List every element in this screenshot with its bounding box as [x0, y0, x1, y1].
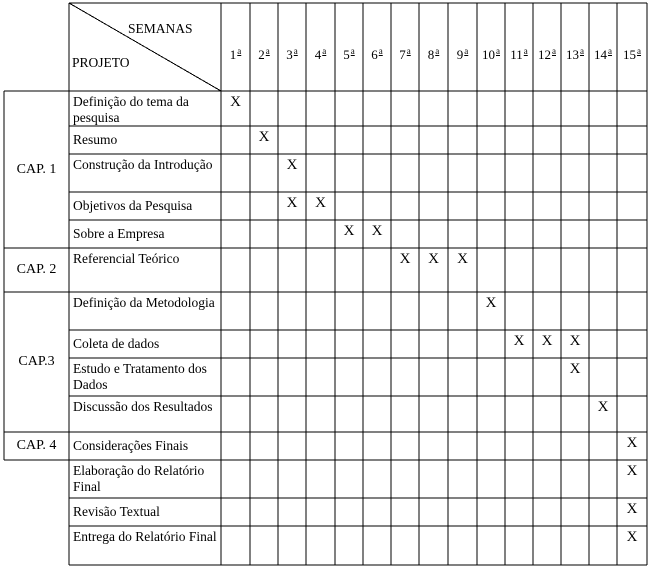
activity-label: Revisão Textual [73, 504, 160, 519]
week-number: 13 [566, 47, 579, 62]
activity-label: Construção da Introdução [73, 157, 213, 172]
week-number: 15 [623, 47, 636, 62]
activity-label: Discussão dos Resultados [73, 399, 213, 414]
week-header-14 [589, 3, 617, 91]
week-number: 4 [314, 47, 322, 62]
week-header-15 [617, 3, 647, 91]
week-mark-x: X [371, 223, 383, 239]
week-ordinal-suffix: a [237, 46, 242, 56]
week-mark-x: X [258, 129, 270, 145]
week-header-1 [221, 3, 250, 91]
week-header-6 [363, 3, 391, 91]
week-mark-x: X [569, 361, 581, 377]
week-number: 2 [258, 47, 265, 62]
week-ordinal-suffix: a [580, 46, 584, 56]
week-number: 14 [594, 47, 607, 62]
week-ordinal-suffix: a [435, 46, 440, 56]
week-header-3 [278, 3, 306, 91]
activity-label: Sobre a Empresa [73, 226, 165, 241]
week-header-11 [505, 3, 533, 91]
week-number: 12 [538, 47, 551, 62]
week-mark-x: X [626, 529, 638, 545]
week-number: 6 [371, 47, 378, 62]
week-ordinal-suffix: a [523, 46, 528, 56]
week-mark-x: X [230, 94, 241, 110]
week-ordinal-suffix: a [496, 46, 500, 56]
weeks-header-label: SEMANAS [128, 21, 193, 36]
chapter-label: CAP.3 [18, 354, 55, 369]
week-header-10 [477, 3, 505, 91]
week-number: 7 [399, 47, 406, 62]
week-ordinal-suffix: a [552, 46, 556, 56]
activity-label: Resumo [73, 132, 118, 147]
week-header-8 [419, 3, 448, 91]
week-ordinal-suffix: a [464, 46, 469, 56]
week-ordinal-suffix: a [608, 46, 612, 56]
activity-label: Coleta de dados [73, 336, 160, 351]
week-number: 1 [229, 47, 237, 62]
week-ordinal-suffix: a [322, 46, 327, 56]
activity-label: Definição do tema da pesquisa [73, 94, 189, 125]
week-number: 5 [343, 47, 350, 62]
week-header-9 [448, 3, 477, 91]
week-ordinal-suffix: a [378, 46, 383, 56]
activity-label: Objetivos da Pesquisa [73, 198, 193, 213]
project-header-label: PROJETO [72, 55, 130, 70]
week-header-13 [561, 3, 589, 91]
week-ordinal-suffix: a [406, 46, 411, 56]
week-mark-x: X [286, 195, 298, 211]
activity-label: Considerações Finais [73, 438, 189, 453]
week-mark-x: X [626, 463, 638, 479]
activity-label: Entrega do Relatório Final [73, 529, 217, 544]
week-mark-x: X [343, 223, 355, 239]
week-mark-x: X [597, 399, 609, 415]
week-ordinal-suffix: a [293, 46, 298, 56]
week-number: 11 [510, 47, 523, 62]
chapter-label: CAP. 2 [16, 262, 57, 277]
week-mark-x: X [428, 251, 439, 267]
activity-label: Estudo e Tratamento dos Dados [73, 361, 207, 392]
week-header-5 [335, 3, 363, 91]
week-ordinal-suffix: a [265, 46, 270, 56]
week-header-12 [533, 3, 561, 91]
week-ordinal-suffix: a [350, 46, 355, 56]
week-number: 8 [427, 47, 435, 62]
chapter-label: CAP. 1 [16, 162, 57, 177]
header-diagonal-line [69, 3, 221, 91]
week-mark-x: X [626, 501, 638, 517]
week-number: 3 [286, 47, 293, 62]
week-number: 9 [456, 47, 464, 62]
week-mark-x: X [513, 333, 525, 349]
week-mark-x: X [485, 295, 497, 311]
week-ordinal-suffix: a [637, 46, 641, 56]
week-mark-x: X [286, 157, 298, 173]
activity-label: Definição da Metodologia [73, 295, 215, 310]
chapter-label: CAP. 4 [16, 438, 57, 453]
activity-label: Referencial Teórico [73, 251, 180, 266]
week-header-4 [306, 3, 335, 91]
week-mark-x: X [457, 251, 468, 267]
week-number: 10 [482, 47, 495, 62]
week-mark-x: X [399, 251, 411, 267]
chapter-label [4, 460, 69, 565]
week-mark-x: X [626, 435, 638, 451]
week-mark-x: X [569, 333, 581, 349]
week-mark-x: X [315, 195, 326, 211]
week-header-2 [250, 3, 278, 91]
week-mark-x: X [541, 333, 553, 349]
week-header-7 [391, 3, 419, 91]
activity-label: Elaboração do Relatório Final [73, 463, 205, 494]
